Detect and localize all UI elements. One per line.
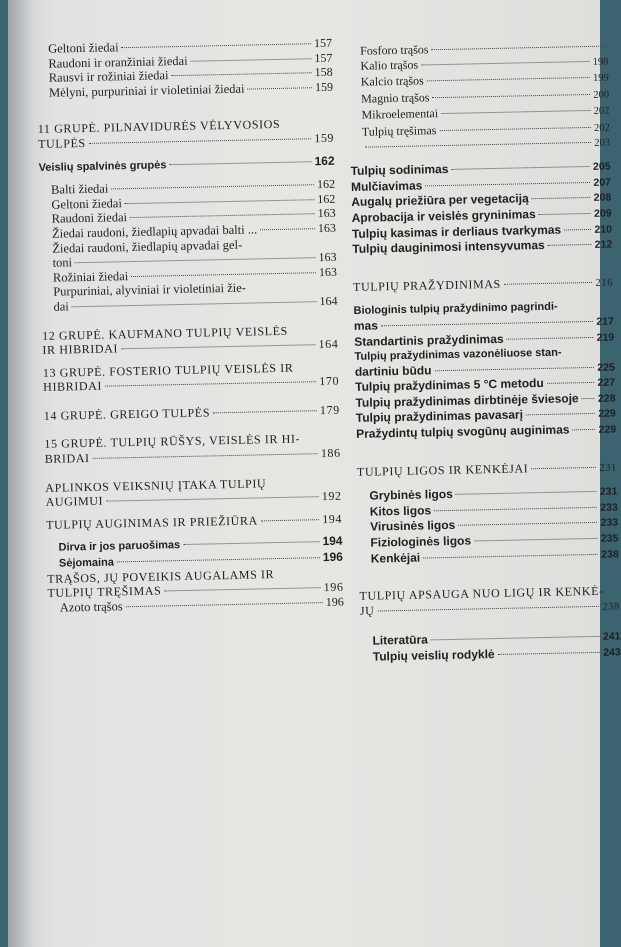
dot-leader [121,344,316,349]
toc-entry-title: TULPIŲ TRĘŠIMAS [47,583,162,601]
toc-page-number: 196 [322,549,343,565]
toc-entry-title: Augalų priežiūra per vegetaciją [351,191,529,210]
toc-page-number: 219 [596,330,615,344]
dot-leader [507,336,594,339]
toc-entry-title: Tulpių pražydinimas pavasarį [355,407,524,426]
toc-page-number: 231 [599,462,618,474]
toc-left-column [36,36,344,615]
toc-page-number: 210 [594,223,613,236]
toc-page-number: 209 [593,207,612,220]
dot-leader [125,199,315,204]
toc-entry-title: Mėlyni, purpuriniai ir violetiniai žiedai [48,81,245,100]
toc-entry-title: Rausvi ir rožiniai žiedai [48,68,169,85]
dot-leader [456,491,597,495]
toc-page-number: 233 [600,516,619,530]
toc-entry-title: Grybinės ligos [369,487,453,503]
dot-leader [111,184,314,189]
dot-leader [130,214,315,219]
dot-leader [421,61,590,66]
dot-leader [458,522,597,526]
toc-page-number: 212 [594,238,613,252]
toc-page-number: 229 [598,423,617,436]
toc-entry-title: Tulpių pražydinimas 5 °C metodu [355,376,544,395]
toc-page-number: 208 [593,191,612,205]
toc-page-number: 162 [317,191,336,206]
dot-leader [381,321,593,326]
toc-entry-title: Azoto trąšos [59,599,123,615]
toc-page-number: 192 [321,488,342,504]
dot-leader [423,553,598,558]
dot-leader [582,398,595,399]
dot-leader [260,228,315,230]
dot-leader [126,602,323,607]
toc-entry-title: toni [52,255,73,270]
dot-leader [191,58,312,62]
toc-entry-title: Aprobacija ir veislės gryninimas [351,207,536,225]
toc-page-number: 243 [603,646,621,659]
toc-page-number: 227 [597,376,616,390]
toc-entry-line: Purpuriniai, alyviniai ir violetiniai žie- [53,280,247,300]
toc-entry-title: Kenkėjai [370,550,421,566]
dot-leader [504,282,593,285]
toc-entry-title: TULPĖS [37,135,86,151]
toc-entry-title: Pražydintų tulpių svogūnų auginimas [356,422,570,441]
toc-entry-title: Tulpių tręšimas [361,123,437,139]
toc-page-number: 170 [319,374,340,389]
toc-page-number: 163 [317,206,336,221]
toc-page-number: 162 [314,153,335,168]
toc-entry-title: Tulpių pražydinimas dirbtinėje šviesoje [355,391,579,410]
toc-page-number: 162 [316,176,336,192]
toc-page-number: 228 [597,392,616,405]
toc-entry-line: TRĄŠOS, JŲ POVEIKIS AUGALAMS IR [47,566,275,586]
toc-entry-title: TULPIŲ PRAŽYDINIMAS [352,276,501,294]
dot-leader [117,557,320,562]
toc-page-number: 238 [601,548,619,561]
dot-leader [169,161,311,165]
toc-entry-title: Mikroelementai [361,106,439,123]
dot-leader [365,141,591,147]
toc-page-number: 163 [318,249,337,265]
toc-entry-line: Biologinis tulpių pražydinimo pagrindi- [353,300,558,318]
toc-page-number: 229 [598,407,616,421]
toc-entry-title: Literatūra [372,632,429,649]
dot-leader [261,519,319,521]
toc-page-number: 157 [313,35,333,51]
dot-leader [434,507,597,511]
toc-entry-title: AUGIMUI [45,493,104,510]
toc-page-number: 217 [596,315,614,328]
toc-entry-title: Tulpių dauginimosi intensyvumas [352,238,545,257]
toc-entry-title: Geltoni žiedai [47,40,119,56]
toc-entry-line: APLINKOS VEIKSNIŲ ĮTAKA TULPIŲ [45,475,267,495]
dot-leader [72,301,317,307]
toc-entry-line: 11 GRUPĖ. PILNAVIDURĖS VĖLYVOSIOS [37,117,281,137]
toc-page-number: 159 [314,130,335,146]
toc-entry-title: Fosforo trąšos [359,42,429,58]
toc-page-number: 203 [594,137,611,149]
toc-page-number: 231 [599,485,618,499]
dot-leader [105,381,316,386]
dot-leader [439,127,591,131]
dot-leader [93,453,318,459]
toc-page-number: 196 [323,579,344,595]
toc-page-number: 157 [314,50,333,65]
toc-page-number: 163 [317,220,337,236]
toc-page-number: 158 [314,64,333,80]
toc-entry-title: BRIDAI [44,451,90,466]
toc-page-number: 235 [600,532,619,545]
toc-entry-title: Kalio trąšos [360,57,419,73]
dot-leader [431,46,605,51]
page-fold-shadow [8,0,34,947]
toc-page-number: 202 [593,122,610,134]
toc-entry-title: TULPIŲ LIGOS IR KENKĖJAI [356,460,529,479]
dot-leader [498,652,601,655]
toc-right-column [348,39,621,666]
toc-entry-title: TULPIŲ AUGINIMAS IR PRIEŽIŪRA [45,513,258,532]
dot-leader [547,382,595,384]
toc-entry-title: mas [353,318,379,333]
toc-entry-title: Balti žiedai [50,181,109,197]
toc-page-number: 198 [592,56,609,68]
dot-leader [432,94,590,98]
toc-page-number: 186 [320,445,341,461]
toc-page-number: 238 [602,601,620,613]
dot-leader [131,272,316,277]
toc-page-number: 199 [592,72,609,85]
dot-leader [474,538,598,542]
dot-leader [532,197,591,199]
toc-entry-line: Žiedai raudoni, žiedlapių apvadai gel- [52,237,243,256]
toc-entry-title: Kalcio trąšos [360,73,424,89]
toc-entry-title: Kitos ligos [369,503,432,519]
toc-page-number: 233 [600,501,618,514]
toc-page-number: 202 [593,105,610,118]
toc-entry-title: Tulpių kasimas ir derliaus tvarkymas [351,222,562,241]
toc-page-number: 164 [318,336,339,352]
toc-page-number: 163 [318,264,338,279]
dot-leader [531,467,596,469]
dot-leader [377,606,599,612]
toc-entry-line: 12 GRUPĖ. KAUFMANO TULPIŲ VEISLĖS [42,323,288,343]
dot-leader [89,138,312,144]
toc-page-number: 179 [319,402,340,418]
dot-leader [539,213,591,215]
toc-entry-title: Tulpių veislių rodyklė [372,647,495,664]
dot-leader [564,228,591,230]
toc-page-number: 216 [595,277,614,289]
toc-entry-title: Sėjomaina [58,556,115,570]
toc-entry-line: 13 GRUPĖ. FOSTERIO TULPIŲ VEISLĖS IR [42,360,294,380]
toc-entry-title: Virusinės ligos [369,518,456,535]
dot-leader [106,496,319,501]
toc-page-number: 207 [593,176,612,189]
toc-page-number: 159 [314,79,334,94]
toc-page-number: 225 [597,361,615,374]
dot-leader [171,72,311,76]
toc-entry-title: Mulčiavimas [350,178,423,194]
toc-entry-title: JŲ [359,603,375,618]
book-page [8,0,621,947]
toc-entry-title: Geltoni žiedai [51,195,123,212]
toc-page-number: 194 [322,534,343,549]
toc-entry-title: Veislių spalvinės grupės [38,158,167,174]
dot-leader [183,542,319,546]
toc-entry-title: 14 GRUPĖ. GREIGO TULPĖS [43,405,211,423]
toc-entry-line: TULPIŲ APSAUGA NUO LIGŲ IR KENKĖ- [359,583,604,604]
toc-entry-title: Raudoni ir oranžiniai žiedai [48,53,188,71]
dot-leader [526,413,595,415]
toc-entry-title: HIBRIDAI [43,378,103,395]
dot-leader [164,587,320,591]
toc-page-number: 164 [319,293,338,309]
dot-leader [75,257,316,263]
toc-entry-title: Magnio trąšos [360,90,430,106]
dot-leader [435,367,595,371]
toc-entry-title: Standartinis pražydinimas [354,331,504,349]
toc-entry-line: Tulpių pražydinimas vazonėliuose stan- [354,346,562,364]
dot-leader [441,110,591,114]
toc-page-number: 205 [592,160,611,174]
toc-entry-title: Rožiniai žiedai [52,268,129,285]
toc-entry-title: IR HIBRIDAI [42,341,119,358]
toc-entry-title: Tulpių sodinimas [350,162,449,179]
dot-leader [431,636,600,641]
dot-leader [548,244,592,246]
toc-page-number: 200 [593,89,610,101]
toc-page-number: 241 [602,630,621,644]
toc-entry-line: 15 GRUPĖ. TULPIŲ RŪŠYS, VEISLĖS IR HI- [44,432,301,452]
toc-entry-title: Žiedai raudoni, žiedlapių apvadai balti ... [51,222,258,241]
toc-entry-title: dai [53,299,69,314]
toc-page-number: 194 [322,511,343,526]
dot-leader [425,182,590,186]
dot-leader [122,43,312,48]
dot-leader [213,410,317,413]
toc-entry-title: Dirva ir jos paruošimas [58,539,181,555]
toc-page-number: 196 [325,594,344,609]
toc-entry-title: Fiziologinės ligos [370,533,472,550]
dot-leader [451,166,590,170]
dot-leader [427,77,590,81]
dot-leader [247,87,312,89]
toc-entry-title: Raudoni žiedai [51,210,128,227]
dot-leader [572,429,595,430]
toc-entry-title: dartiniu būdu [354,363,432,379]
